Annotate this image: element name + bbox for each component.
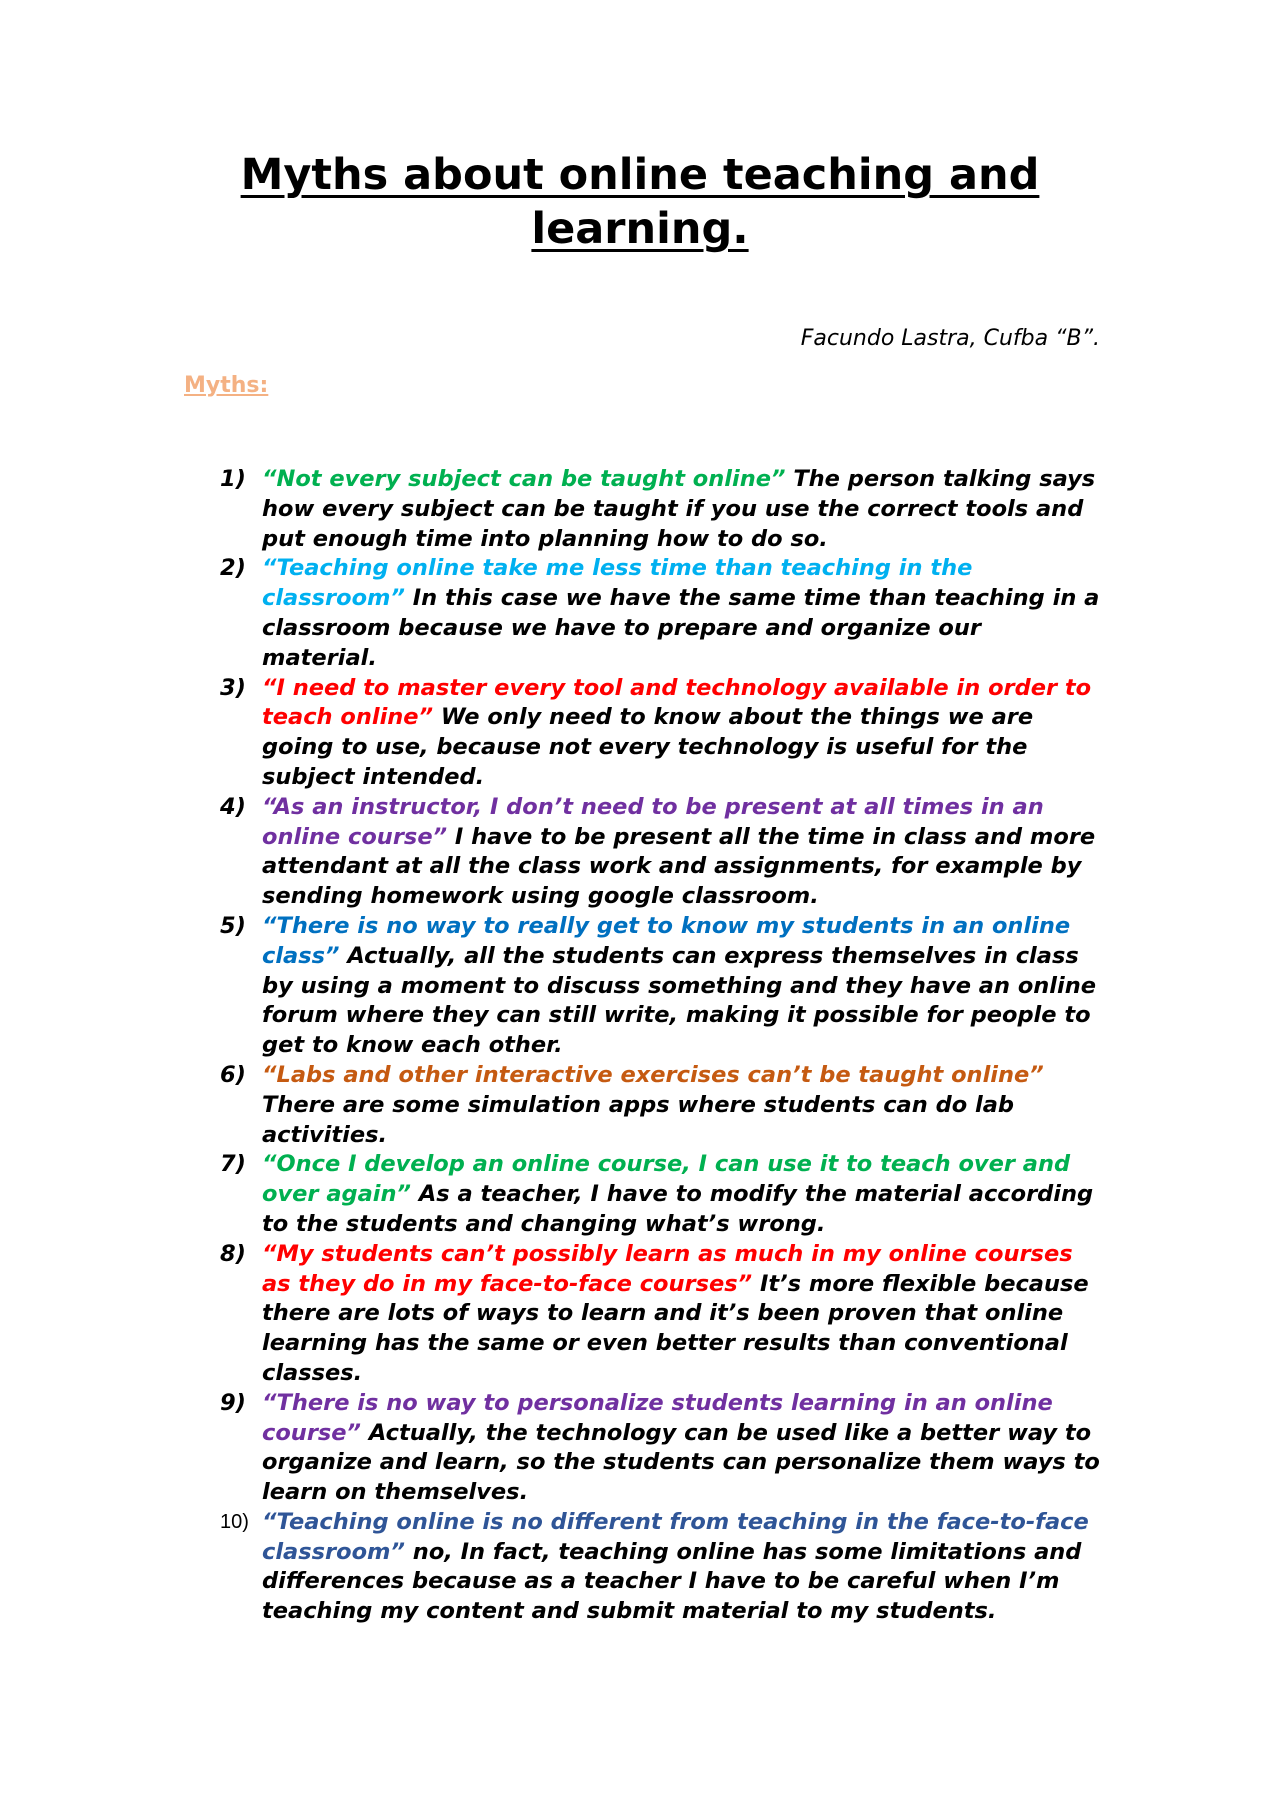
page-title-line-1: Myths about online teaching and (240, 150, 1040, 200)
myth-response: The person talking says how every subject can be taught if you use the correct tools and put enough time into planning how to do so. (262, 466, 1096, 552)
myth-number: 9) (220, 1389, 246, 1416)
myth-item-5 (220, 912, 1100, 1061)
myth-item-8 (220, 1240, 1100, 1389)
myth-number: 4) (220, 793, 246, 820)
myth-response: Actually, all the students can express themselves in class by using a moment to discuss something and they have an online forum where they can still write, making it possible for people to get to know each other. (262, 942, 1096, 1059)
author-line: Facundo Lastra, Cufba “B”. (800, 326, 1100, 351)
myth-quote: “As an instructor, I don’t need to be present at all times in an online course” (262, 793, 1044, 850)
myth-response: I have to be present all the time in class and more attendant at all the class work and assignments, for example by sending homework using google classroom. (262, 823, 1096, 910)
page-title (0, 148, 1280, 256)
myth-number: 1) (220, 466, 246, 492)
myth-number: 8) (220, 1240, 246, 1267)
myth-number: 2) (220, 555, 246, 582)
myth-quote: “Teaching online is no different from teaching in the face-to-face classroom” (262, 1508, 1089, 1565)
myth-number: 3) (220, 674, 246, 701)
page-title-line-2: learning. (531, 204, 749, 254)
myth-quote: “Not every subject can be taught online” (262, 466, 786, 492)
myth-response: Actually, the technology can be used like a better way to organize and learn, so the students can personalize them ways to learn on themselves. (262, 1419, 1100, 1506)
myth-item-9 (220, 1389, 1100, 1508)
myth-quote: “Once I develop an online course, I can use it to teach over and over again” (262, 1151, 1071, 1208)
myth-response: We only need to know about the things we are going to use, because not every technology is useful for the subject intended. (262, 704, 1034, 790)
myth-quote: “Teaching online take me less time than teaching in the classroom” (262, 555, 973, 612)
myth-quote: “There is no way to really get to know my students in an online class” (262, 912, 1071, 969)
myth-number: 6) (220, 1061, 246, 1088)
myth-item-2 (220, 554, 1100, 673)
myth-item-6 (220, 1061, 1100, 1150)
myth-quote: “Labs and other interactive exercises can’t be taught online” (262, 1061, 1044, 1088)
myth-item-1 (220, 465, 1100, 554)
myth-response: In this case we have the same time than teaching in a classroom because we have to prepare and organize our material. (262, 585, 1100, 671)
myth-response: As a teacher, I have to modify the material according to the students and changing what’s wrong. (262, 1181, 1094, 1237)
myth-number: 5) (220, 912, 246, 939)
myth-list (220, 465, 1100, 1627)
myth-response: It’s more flexible because there are lots of ways to learn and it’s been proven that online learning has the same or even better results than conventional classes. (262, 1270, 1089, 1386)
myth-response: no, In fact, teaching online has some limitations and differences because as a teacher I have to be careful when I’m teaching my content and submit material to my students. (262, 1538, 1082, 1625)
myth-response: There are some simulation apps where students can do lab activities. (262, 1091, 1014, 1148)
myth-quote: “There is no way to personalize students learning in an online course” (262, 1389, 1053, 1446)
myth-number: 10) (220, 1510, 249, 1533)
myth-quote: “My students can’t possibly learn as much in my online courses as they do in my face-to-face courses” (262, 1240, 1073, 1297)
myth-quote: “I need to master every tool and technology available in order to teach online” (262, 674, 1092, 731)
myth-item-10 (220, 1508, 1100, 1627)
myth-item-3 (220, 674, 1100, 793)
myth-number: 7) (220, 1151, 246, 1178)
myth-item-4 (220, 793, 1100, 912)
myth-item-7 (220, 1150, 1100, 1239)
myths-heading: Myths: (184, 373, 269, 398)
